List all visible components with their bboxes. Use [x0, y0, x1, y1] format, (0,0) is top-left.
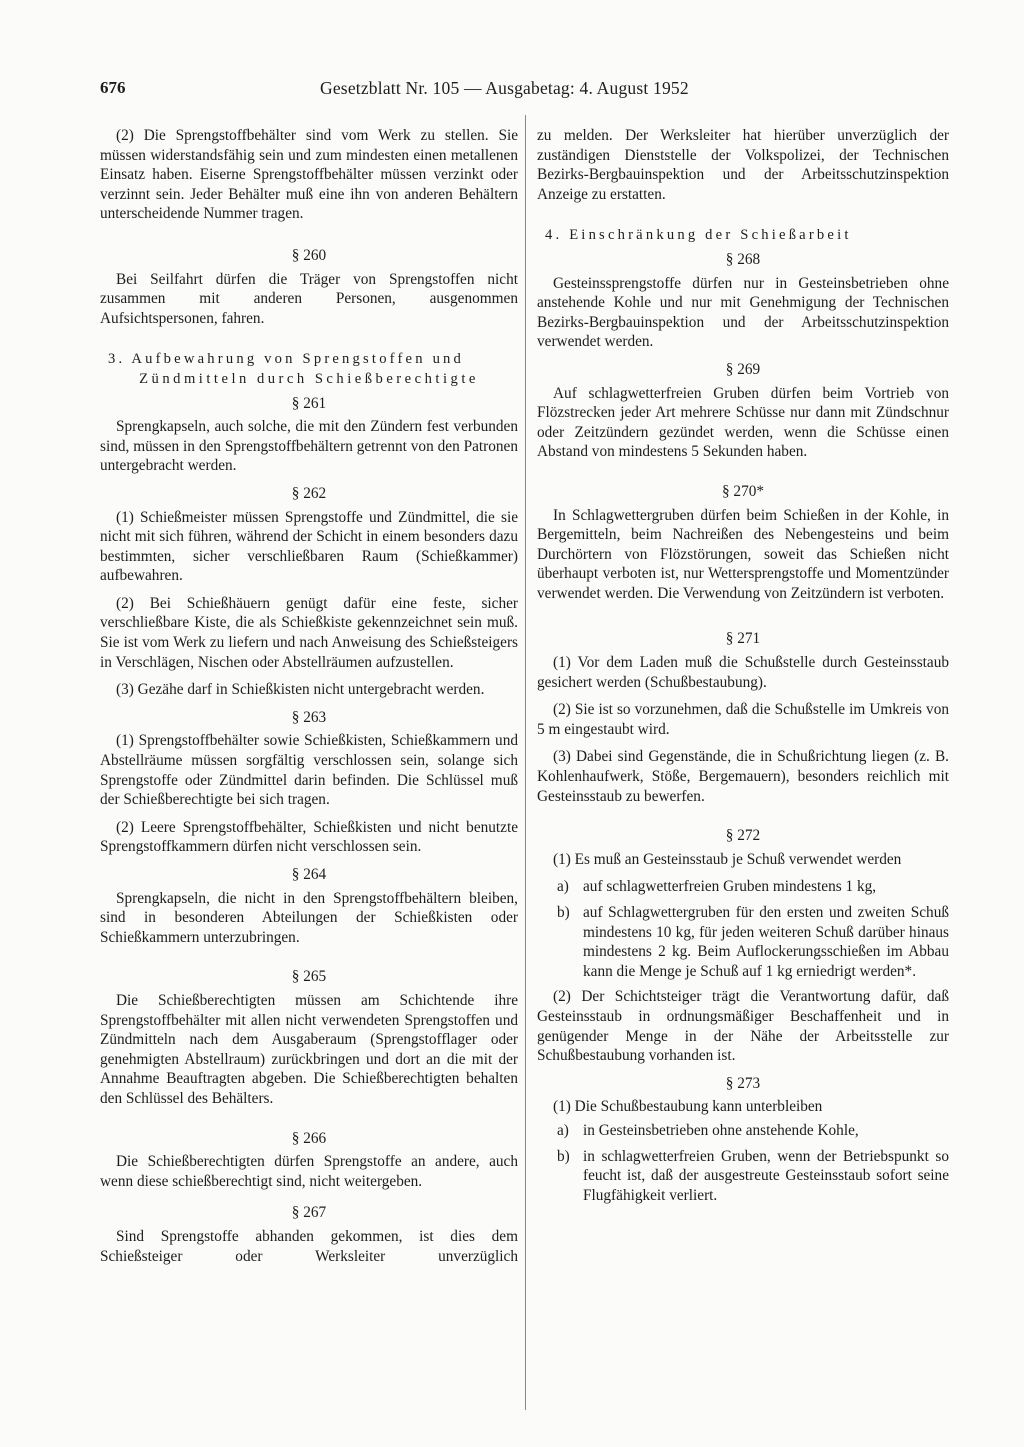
- chapter-heading: Zündmitteln durch Schießberechtigte: [139, 370, 479, 387]
- left-column: [100, 126, 518, 1274]
- paragraph: In Schlagwettergruben dürfen beim Schießen in der Kohle, in Bergemitteln, beim Nachreißen des Nebengesteins und beim Durchörtern von Flözstörungen, soweit das Schießen nicht überhaupt verboten ist, nur Wettersprengstoffe und Momentzünder verwendet werden. Die Verwendung von Zeitzündern ist verboten.: [537, 506, 949, 602]
- paragraph: (1) Sprengstoffbehälter sowie Schießkisten, Schießkammern und Abstellräume müssen sorgfältig verschlossen sein, solange sich Sprengstoffe oder Zündmittel darin befinden. Die Schlüssel muß der Schießberechtigte bei sich tragen.: [100, 732, 518, 809]
- paragraph: Sprengkapseln, auch solche, die mit den Zündern fest verbunden sind, müssen in den Sprengstoffbehältern getrennt von den Patronen untergebracht werden.: [100, 418, 518, 475]
- section-heading: § 263: [291, 708, 327, 726]
- paragraph: (2) Der Schichtsteiger trägt die Verantwortung dafür, daß Gesteinsstaub in ordnungsmäßiger Beschaffenheit und in genügender Menge in der Nähe der Arbeitsstelle zur Schußbestaubung vorhanden ist.: [537, 988, 949, 1065]
- section-heading: § 265: [291, 968, 327, 986]
- paragraph: (1) Die Schußbestaubung kann unterbleiben: [553, 1098, 823, 1116]
- section-heading: § 262: [291, 484, 327, 502]
- list-item-label: b): [557, 904, 570, 921]
- paragraph: (3) Gezähe darf in Schießkisten nicht untergebracht werden.: [116, 681, 485, 699]
- paragraph: Bei Seilfahrt dürfen die Träger von Sprengstoffen nicht zusammen mit anderen Personen, ausgenommen Aufsichtspersonen, fahren.: [100, 270, 518, 327]
- section-heading: § 270*: [721, 482, 765, 500]
- paragraph: Sind Sprengstoffe abhanden gekommen, ist dies dem Schießsteiger oder Werksleiter unverzüglich: [100, 1227, 518, 1265]
- section-heading: § 266: [291, 1129, 327, 1147]
- list-item-label: b): [557, 1147, 570, 1165]
- paragraph: (2) Bei Schießhäuern genügt dafür eine feste, sicher verschließbare Kiste, die als Schießkiste gekennzeichnet sein muß. Sie ist vom Werk zu liefern und nach Anweisung des Schießsteigers in Verschlägen, Nischen oder Abstellräumen aufzustellen.: [100, 594, 518, 671]
- section-heading: § 261: [291, 394, 327, 412]
- paragraph: Sprengkapseln, die nicht in den Sprengstoffbehältern bleiben, sind in besonderen Abteilungen der Schießkisten oder Schießkammern unterzubringen.: [100, 889, 518, 946]
- list-item: [537, 1147, 949, 1206]
- list-item-label: a): [557, 1121, 569, 1139]
- section-heading: § 272: [725, 827, 761, 845]
- list-item-text: auf schlagwetterfreien Gruben mindestens 1 kg,: [583, 878, 877, 896]
- list-item: [537, 1121, 949, 1141]
- right-column: [537, 126, 949, 1211]
- paragraph: Auf schlagwetterfreien Gruben dürfen beim Vortrieb von Flözstrecken jeder Art mehrere Schüsse nur dann mit Zündschnur oder Zeitzündern gezündet werden, wenn die Schüsse einen Abstand von mindestens 5 Sekunden haben.: [537, 384, 949, 461]
- list-item-label: a): [557, 878, 569, 896]
- column-divider: [525, 115, 526, 1410]
- paragraph: (1) Es muß an Gesteinsstaub je Schuß verwendet werden: [553, 850, 902, 868]
- section-heading: § 264: [291, 866, 327, 883]
- section-heading: § 273: [725, 1074, 761, 1092]
- paragraph: (3) Dabei sind Gegenstände, die in Schußrichtung liegen (z. B. Kohlenhaufwerk, Stöße, Bergemauern), besonders reichlich mit Gesteinsstaub zu bewerfen.: [537, 748, 949, 805]
- list-item: [537, 877, 949, 897]
- list-item-text: in Gesteinsbetrieben ohne anstehende Kohle,: [583, 1121, 859, 1139]
- section-heading: § 268: [725, 250, 761, 268]
- paragraph: (2) Die Sprengstoffbehälter sind vom Werk zu stellen. Sie müssen widerstandsfähig sein und zum mindesten einen metallenen Einsatz haben. Eiserne Sprengstoffbehälter müssen verzinkt oder verzinnt sein. Jeder Behälter muß eine ihn von anderen Behältern unterscheidende Nummer tragen.: [100, 127, 518, 223]
- running-title: Gesetzblatt Nr. 105 — Ausgabetag: 4. August 1952: [320, 78, 689, 98]
- chapter-heading: 3. Aufbewahrung von Sprengstoffen und: [108, 351, 465, 368]
- paragraph: (2) Leere Sprengstoffbehälter, Schießkisten und nicht benutzte Sprengstoffkammern dürfen nicht verschlossen sein.: [100, 818, 518, 856]
- list-item-text: in schlagwetterfreien Gruben, wenn der Betriebspunkt so feucht ist, daß der ausgestreute Gesteinsstaub sofort seine Flugfähigkeit verliert.: [583, 1147, 949, 1204]
- section-heading: § 271: [725, 630, 761, 648]
- chapter-heading: 4. Einschränkung der Schießarbeit: [545, 227, 852, 244]
- paragraph: (2) Sie ist so vorzunehmen, daß die Schußstelle im Umkreis von 5 m eingestaubt wird.: [537, 701, 949, 738]
- paragraph: (1) Schießmeister müssen Sprengstoffe und Zündmittel, die sie nicht mit sich führen, während der Schicht in einem besonders dazu bestimmten, sicher verschließbaren Raum (Schießkammer) aufbewahren.: [100, 508, 518, 585]
- paragraph: (1) Vor dem Laden muß die Schußstelle durch Gesteinsstaub gesichert werden (Schußbestaubung).: [537, 654, 949, 691]
- section-heading: § 269: [725, 360, 761, 378]
- paragraph: zu melden. Der Werksleiter hat hierüber unverzüglich der zuständigen Dienststelle der Volkspolizei, der Technischen Bezirks-Bergbauinspektion und der Arbeitsschutzinspektion Anzeige zu erstatten.: [537, 127, 949, 203]
- paragraph: Gesteinssprengstoffe dürfen nur in Gesteinsbetrieben ohne anstehende Kohle und nur mit Genehmigung der Technischen Bezirks-Bergbauinspektion und der Arbeitsschutzinspektion verwendet werden.: [537, 274, 949, 351]
- page-header: [100, 78, 930, 104]
- list-item: [537, 903, 949, 981]
- paragraph: Die Schießberechtigten dürfen Sprengstoffe an andere, auch wenn diese schießberechtigt sind, nicht weitergeben.: [100, 1153, 518, 1190]
- list-item-text: auf Schlagwettergruben für den ersten und zweiten Schuß mindestens 10 kg, für jeden weiteren Schuß darüber hinaus mindestens 2 kg. Beim Auflockerungsschießen im Abbau kann die Menge je Schuß auf 1 kg erniedrigt werden*.: [583, 904, 949, 980]
- section-heading: § 267: [291, 1204, 327, 1222]
- page-number: 676: [100, 78, 126, 97]
- section-heading: § 260: [291, 246, 327, 264]
- paragraph: Die Schießberechtigten müssen am Schichtende ihre Sprengstoffbehälter mit allen nicht verwendeten Sprengstoffen und Zündmitteln nach dem Ausgaberaum (Sprengstofflager oder genehmigten Abstellraum) zurückbringen und dort an die mit der Annahme Beauftragten abgeben. Die Schießberechtigten behalten den Schlüssel des Behälters.: [100, 991, 518, 1107]
